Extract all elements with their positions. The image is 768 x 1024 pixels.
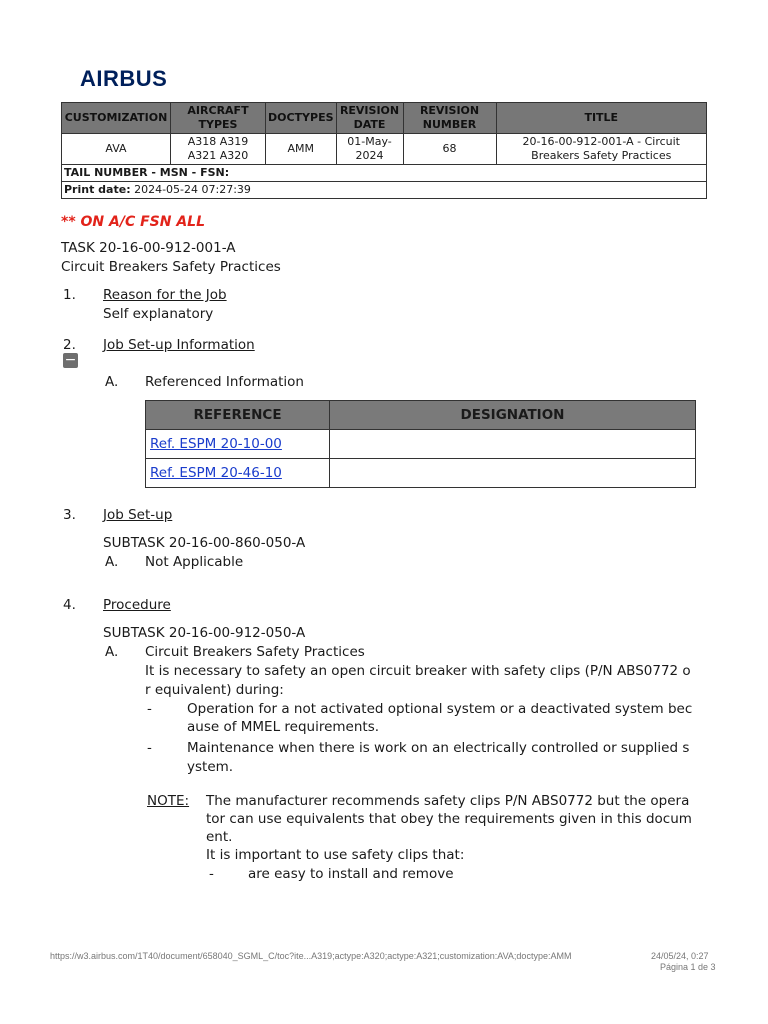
- doctypes-value: AMM: [266, 134, 337, 165]
- section-2-title: Job Set-up Information: [103, 337, 255, 353]
- revision-date-value: 01-May-2024: [336, 134, 403, 165]
- airbus-logo: AIRBUS: [80, 66, 168, 91]
- bullet-dash: -: [147, 740, 152, 756]
- section-4a-title: Circuit Breakers Safety Practices: [145, 644, 365, 660]
- applicability-note: ** ON A/C FSN ALL: [61, 214, 206, 230]
- document-header-table: [61, 102, 707, 199]
- section-4-subtask: SUBTASK 20-16-00-912-050-A: [103, 625, 306, 641]
- col-title: TITLE: [496, 103, 706, 134]
- reference-link[interactable]: Ref. ESPM 20-10-00: [150, 436, 282, 452]
- section-1-body: Self explanatory: [103, 306, 214, 322]
- col-customization: CUSTOMIZATION: [62, 103, 171, 134]
- reference-cell: [146, 430, 330, 459]
- section-2-number: 2.: [63, 337, 76, 353]
- print-date-label: Print date:: [64, 183, 131, 196]
- paragraph-line: It is necessary to safety an open circuit breaker with safety clips (P/N ABS0772 o: [145, 663, 691, 679]
- section-4-title: Procedure: [103, 597, 171, 613]
- note-line: The manufacturer recommends safety clips P/N ABS0772 but the opera: [206, 793, 690, 809]
- bullet-dash: -: [147, 701, 152, 717]
- section-2a-letter: A.: [105, 374, 119, 390]
- reference-cell: [146, 459, 330, 488]
- print-date-row: [62, 182, 707, 199]
- footer-date: 24/05/24, 0:27: [651, 951, 709, 961]
- col-revision-date: REVISION DATE: [336, 103, 403, 134]
- section-3-subtask: SUBTASK 20-16-00-860-050-A: [103, 535, 306, 551]
- ref-col-designation: DESIGNATION: [330, 401, 696, 430]
- section-1-title: Reason for the Job: [103, 287, 227, 303]
- print-date-value: 2024-05-24 07:27:39: [134, 183, 251, 196]
- bullet-line: ause of MMEL requirements.: [187, 719, 380, 735]
- reference-link[interactable]: Ref. ESPM 20-46-10: [150, 465, 282, 481]
- section-4a-letter: A.: [105, 644, 119, 660]
- section-3a-text: Not Applicable: [145, 554, 244, 570]
- aircraft-types-value: A318 A319 A321 A320: [171, 134, 266, 165]
- section-3-number: 3.: [63, 507, 76, 523]
- bullet-line: Operation for a not activated optional system or a deactivated system bec: [187, 701, 693, 717]
- table-row: [146, 430, 696, 459]
- footer-page: Página 1 de 3: [660, 962, 716, 972]
- section-1-number: 1.: [63, 287, 76, 303]
- collapse-toggle-icon[interactable]: −: [64, 352, 77, 368]
- col-revision-number: REVISION NUMBER: [403, 103, 496, 134]
- designation-cell: [330, 430, 696, 459]
- task-id: TASK 20-16-00-912-001-A: [61, 240, 236, 256]
- note-label: NOTE:: [147, 793, 190, 809]
- footer-url: https://w3.airbus.com/1T40/document/658040_SGML_C/toc?ite...A319;actype:A320;actype:A321;customization:AVA;doctype:AMM: [50, 951, 572, 961]
- revision-number-value: 68: [403, 134, 496, 165]
- bullet-line: Maintenance when there is work on an electrically controlled or supplied s: [187, 740, 690, 756]
- paragraph-line: r equivalent) during:: [145, 682, 284, 698]
- section-3a-letter: A.: [105, 554, 119, 570]
- note-line: ent.: [206, 829, 233, 845]
- title-value: 20-16-00-912-001-A - Circuit Breakers Safety Practices: [496, 134, 706, 165]
- section-3-title: Job Set-up: [103, 507, 173, 523]
- designation-cell: [330, 459, 696, 488]
- reference-table: [145, 400, 696, 488]
- note-line: It is important to use safety clips that:: [206, 847, 465, 863]
- section-4-number: 4.: [63, 597, 76, 613]
- bullet-dash: -: [209, 866, 214, 882]
- ref-col-reference: REFERENCE: [146, 401, 330, 430]
- task-title: Circuit Breakers Safety Practices: [61, 259, 281, 275]
- table-row: [146, 459, 696, 488]
- col-doctypes: DOCTYPES: [266, 103, 337, 134]
- note-line: tor can use equivalents that obey the requirements given in this docum: [206, 811, 692, 827]
- note-line: are easy to install and remove: [248, 866, 454, 882]
- tail-number-row: TAIL NUMBER - MSN - FSN:: [62, 165, 707, 182]
- col-aircraft-types: AIRCRAFT TYPES: [171, 103, 266, 134]
- section-2a-title: Referenced Information: [145, 374, 304, 390]
- bullet-line: ystem.: [187, 759, 234, 775]
- customization-value: AVA: [62, 134, 171, 165]
